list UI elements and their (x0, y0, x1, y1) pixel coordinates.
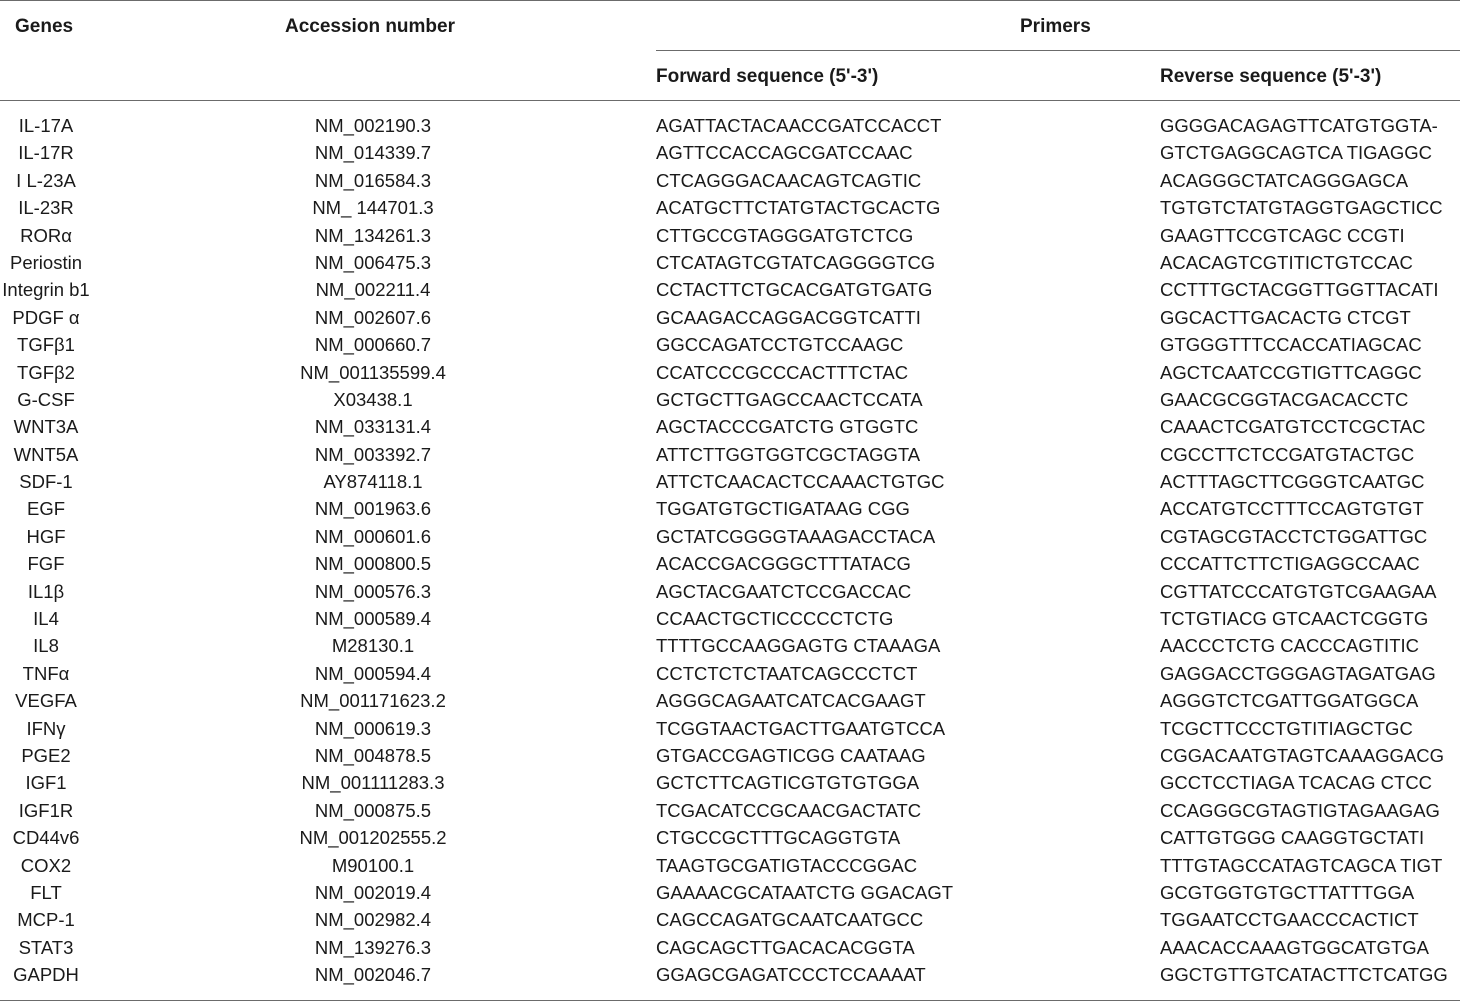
table-row (0, 331, 1460, 358)
forward-sequence-cell: GCTGCTTGAGCCAACTCCATA (656, 388, 923, 410)
table-row (0, 660, 1460, 687)
table-row (0, 139, 1460, 166)
reverse-sequence-cell: CGTTATCCCATGTGTCGAAGAA (1160, 580, 1437, 602)
table-row (0, 167, 1460, 194)
table-row (0, 495, 1460, 522)
reverse-sequence-cell: ACACAGTCGTITICTGTCCAC (1160, 251, 1413, 273)
accession-cell: NM_002607.6 (314, 306, 432, 328)
reverse-sequence-cell: CCTTTGCTACGGTTGGTTACATI (1160, 279, 1439, 301)
gene-cell: IL8 (33, 635, 59, 657)
reverse-sequence-cell: GGGGACAGAGTTCATGTGGTA- (1160, 115, 1438, 136)
reverse-sequence-cell: GGCACTTGACACTG CTCGT (1160, 306, 1411, 328)
forward-sequence-cell: GCTCTTCAGTICGTGTGTGGA (656, 772, 920, 794)
forward-sequence-cell: ATTCTCAACACTCCAAACTGTGC (656, 471, 945, 493)
table-row (0, 632, 1460, 659)
forward-sequence-cell: CTTGCCGTAGGGATGTCTCG (656, 224, 914, 246)
accession-cell: NM_134261.3 (314, 224, 432, 246)
table-row (0, 468, 1460, 495)
forward-sequence-cell: ATTCTTGGTGGTCGCTAGGTA (656, 443, 921, 465)
table-row (0, 742, 1460, 769)
forward-sequence-cell: CTGCCGCTTTGCAGGTGTA (656, 827, 901, 849)
table-row (0, 386, 1460, 413)
accession-cell: AY874118.1 (323, 471, 423, 493)
gene-cell: IL4 (33, 608, 59, 630)
table-row (0, 276, 1460, 303)
gene-cell: IL1β (27, 580, 65, 602)
table-row (0, 715, 1460, 742)
accession-cell: NM_002982.4 (314, 909, 432, 931)
reverse-sequence-cell: CGGACAATGTAGTCAAAGGACG (1160, 744, 1445, 766)
forward-sequence-cell: CCAACTGCTICCCCCTCTG (656, 608, 894, 630)
gene-cell: TGFβ2 (17, 361, 75, 383)
gene-cell: IGF1 (25, 772, 67, 794)
header-primers: Primers (1020, 16, 1091, 37)
accession-cell: NM_033131.4 (314, 416, 432, 438)
forward-sequence-cell: GGAGCGAGATCCCTCCAAAAT (656, 964, 926, 986)
table-row (0, 112, 1460, 139)
forward-sequence-cell: TGGATGTGCTIGATAAG CGG (656, 498, 910, 520)
accession-cell: NM_001963.6 (314, 498, 432, 520)
gene-cell: IL-17R (18, 142, 74, 164)
reverse-sequence-cell: CCCATTCTTCTIGAGGCCAAC (1160, 553, 1420, 575)
forward-sequence-cell: AGTTCCACCAGCGATCCAAC (656, 142, 913, 164)
reverse-sequence-cell: TGGAATCCTGAACCCACTICT (1160, 909, 1419, 931)
reverse-sequence-cell: AGCTCAATCCGTIGTTCAGGC (1160, 361, 1422, 383)
accession-cell: NM_000800.5 (314, 553, 432, 575)
forward-sequence-cell: CCTACTTCTGCACGATGTGATG (656, 279, 933, 301)
table-row (0, 578, 1460, 605)
gene-cell: GAPDH (13, 964, 79, 986)
reverse-sequence-cell: GAGGACCTGGGAGTAGATGAG (1160, 662, 1436, 684)
gene-cell: IL-23R (18, 197, 74, 219)
reverse-sequence-cell: CCAGGGCGTAGTIGTAGAAGAG (1160, 799, 1440, 821)
gene-cell: IL-17A (18, 115, 74, 136)
primers-subheader-rule (656, 50, 1460, 51)
table-row (0, 413, 1460, 440)
accession-cell: NM_ 144701.3 (312, 197, 434, 219)
gene-cell: WNT5A (13, 443, 79, 465)
accession-cell: NM_006475.3 (314, 251, 432, 273)
forward-sequence-cell: AGCTACCCGATCTG GTGGTC (656, 416, 919, 438)
forward-sequence-cell: AGATTACTACAACCGATCCACCT (656, 115, 942, 136)
header-reverse-sequence: Reverse sequence (5'-3') (1160, 66, 1382, 87)
accession-cell: NM_003392.7 (314, 443, 432, 465)
accession-cell: NM_004878.5 (314, 744, 432, 766)
reverse-sequence-cell: GGCTGTTGTCATACTTCTCATGG (1160, 964, 1448, 986)
forward-sequence-cell: GAAAACGCATAATCTG GGACAGT (656, 881, 954, 903)
accession-cell: NM_001202555.2 (299, 827, 447, 849)
reverse-sequence-cell: AAACACCAAAGTGGCATGTGA (1160, 936, 1429, 958)
reverse-sequence-cell: GTCTGAGGCAGTCA TIGAGGC (1160, 142, 1433, 164)
forward-sequence-cell: ACATGCTTCTATGTACTGCACTG (656, 197, 941, 219)
forward-sequence-cell: CAGCCAGATGCAATCAATGCC (656, 909, 924, 931)
accession-cell: M28130.1 (331, 635, 415, 657)
header-genes: Genes (15, 16, 74, 37)
reverse-sequence-cell: AGGGTCTCGATTGGATGGCA (1160, 690, 1419, 712)
reverse-sequence-cell: GAACGCGGTACGACACCTC (1160, 388, 1409, 410)
gene-cell: Integrin b1 (2, 279, 90, 301)
table-row (0, 879, 1460, 906)
gene-cell: I L-23A (16, 169, 76, 191)
gene-cell: FLT (30, 881, 62, 903)
accession-cell: NM_000601.6 (314, 525, 432, 547)
table-body (0, 112, 1460, 989)
accession-cell: NM_001135599.4 (300, 361, 446, 383)
accession-cell: NM_000594.4 (314, 662, 432, 684)
table-row (0, 249, 1460, 276)
forward-sequence-cell: TCGACATCCGCAACGACTATC (656, 799, 922, 821)
reverse-sequence-cell: TCGCTTCCCTGTITIAGCTGC (1160, 717, 1413, 739)
accession-cell: NM_000576.3 (314, 580, 432, 602)
table-row (0, 769, 1460, 796)
accession-cell: NM_139276.3 (314, 936, 432, 958)
reverse-sequence-cell: ACAGGGCTATCAGGGAGCA (1160, 169, 1409, 191)
forward-sequence-cell: CAGCAGCTTGACACACGGTA (656, 936, 915, 958)
table-row (0, 359, 1460, 386)
gene-cell: WNT3A (13, 416, 79, 438)
accession-cell: NM_000660.7 (314, 334, 432, 356)
table-row (0, 797, 1460, 824)
reverse-sequence-cell: GCCTCCTIAGA TCACAG CTCC (1160, 772, 1433, 794)
gene-cell: SDF-1 (19, 471, 73, 493)
gene-cell: PDGF α (12, 306, 80, 328)
forward-sequence-cell: AGGGCAGAATCATCACGAAGT (656, 690, 926, 712)
forward-sequence-cell: TCGGTAACTGACTTGAATGTCCA (656, 717, 946, 739)
bottom-rule (0, 1000, 1460, 1001)
table-row (0, 824, 1460, 851)
accession-cell: NM_001111283.3 (301, 772, 445, 794)
gene-cell: G-CSF (17, 388, 75, 410)
top-rule (0, 0, 1460, 1)
gene-cell: STAT3 (18, 936, 74, 958)
accession-cell: NM_014339.7 (314, 142, 432, 164)
gene-cell: HGF (26, 525, 66, 547)
gene-cell: COX2 (20, 854, 72, 876)
accession-cell: NM_016584.3 (314, 169, 432, 191)
reverse-sequence-cell: TGTGTCTATGTAGGTGAGCTICC (1160, 197, 1443, 219)
gene-cell: IFNγ (26, 717, 66, 739)
table-row (0, 441, 1460, 468)
table-row (0, 961, 1460, 988)
reverse-sequence-cell: TCTGTIACG GTCAACTCGGTG (1160, 608, 1429, 630)
table-row (0, 906, 1460, 933)
gene-cell: IGF1R (18, 799, 74, 821)
gene-cell: VEGFA (15, 690, 77, 712)
reverse-sequence-cell: CGCCTTCTCCGATGTACTGC (1160, 443, 1415, 465)
forward-sequence-cell: CTCAGGGACAACAGTCAGTIC (656, 169, 922, 191)
accession-cell: NM_002046.7 (314, 964, 432, 986)
header-bottom-rule (0, 100, 1460, 101)
accession-cell: NM_000589.4 (314, 608, 432, 630)
reverse-sequence-cell: AACCCTCTG CACCCAGTITIC (1160, 635, 1419, 657)
forward-sequence-cell: CTCATAGTCGTATCAGGGGTCG (656, 251, 936, 273)
forward-sequence-cell: TTTTGCCAAGGAGTG CTAAAGA (656, 635, 941, 657)
reverse-sequence-cell: CGTAGCGTACCTCTGGATTGC (1160, 525, 1428, 547)
forward-sequence-cell: TAAGTGCGATIGTACCCGGAC (656, 854, 918, 876)
accession-cell: NM_002211.4 (315, 279, 431, 301)
reverse-sequence-cell: CAAACTCGATGTCCTCGCTAC (1160, 416, 1426, 438)
forward-sequence-cell: AGCTACGAATCTCCGACCAC (656, 580, 912, 602)
table-row (0, 687, 1460, 714)
accession-cell: M90100.1 (331, 854, 415, 876)
reverse-sequence-cell: CATTGTGGG CAAGGTGCTATI (1160, 827, 1425, 849)
gene-cell: FGF (27, 553, 65, 575)
reverse-sequence-cell: ACTTTAGCTTCGGGTCAATGC (1160, 471, 1425, 493)
forward-sequence-cell: GTGACCGAGTICGG CAATAAG (656, 744, 926, 766)
forward-sequence-cell: ACACCGACGGGCTTTATACG (656, 553, 911, 575)
gene-cell: PGE2 (21, 744, 71, 766)
gene-cell: TGFβ1 (17, 334, 75, 356)
header-accession-number: Accession number (285, 16, 455, 37)
forward-sequence-cell: CCATCCCGCCCACTTTCTAC (656, 361, 909, 383)
accession-cell: NM_000619.3 (314, 717, 432, 739)
table-row (0, 605, 1460, 632)
accession-cell: X03438.1 (333, 388, 413, 410)
gene-cell: TNFα (22, 662, 70, 684)
table-row (0, 852, 1460, 879)
forward-sequence-cell: GGCCAGATCCTGTCCAAGC (656, 334, 904, 356)
reverse-sequence-cell: GAAGTTCCGTCAGC CCGTI (1160, 224, 1405, 246)
table-row (0, 934, 1460, 961)
reverse-sequence-cell: GTGGGTTTCCACCATIAGCAC (1160, 334, 1422, 356)
table-row (0, 550, 1460, 577)
forward-sequence-cell: GCAAGACCAGGACGGTCATTI (656, 306, 921, 328)
gene-cell: RORα (20, 224, 72, 246)
gene-cell: CD44v6 (12, 827, 80, 849)
accession-cell: NM_000875.5 (314, 799, 432, 821)
accession-cell: NM_001171623.2 (300, 690, 446, 712)
forward-sequence-cell: CCTCTCTCTAATCAGCCCTCT (656, 662, 918, 684)
table-row (0, 304, 1460, 331)
reverse-sequence-cell: GCGTGGTGTGCTTATTTGGA (1160, 881, 1415, 903)
header-forward-sequence: Forward sequence (5'-3') (656, 66, 879, 87)
table-row (0, 523, 1460, 550)
accession-cell: NM_002019.4 (314, 881, 432, 903)
table-row (0, 222, 1460, 249)
reverse-sequence-cell: ACCATGTCCTTTCCAGTGTGT (1160, 498, 1424, 520)
table-row (0, 194, 1460, 221)
reverse-sequence-cell: TTTGTAGCCATAGTCAGCA TIGT (1160, 854, 1443, 876)
accession-cell: NM_002190.3 (314, 115, 432, 136)
gene-cell: MCP-1 (17, 909, 75, 931)
gene-cell: EGF (26, 498, 66, 520)
gene-cell: Periostin (10, 251, 82, 273)
forward-sequence-cell: GCTATCGGGGTAAAGACCTACA (656, 525, 936, 547)
